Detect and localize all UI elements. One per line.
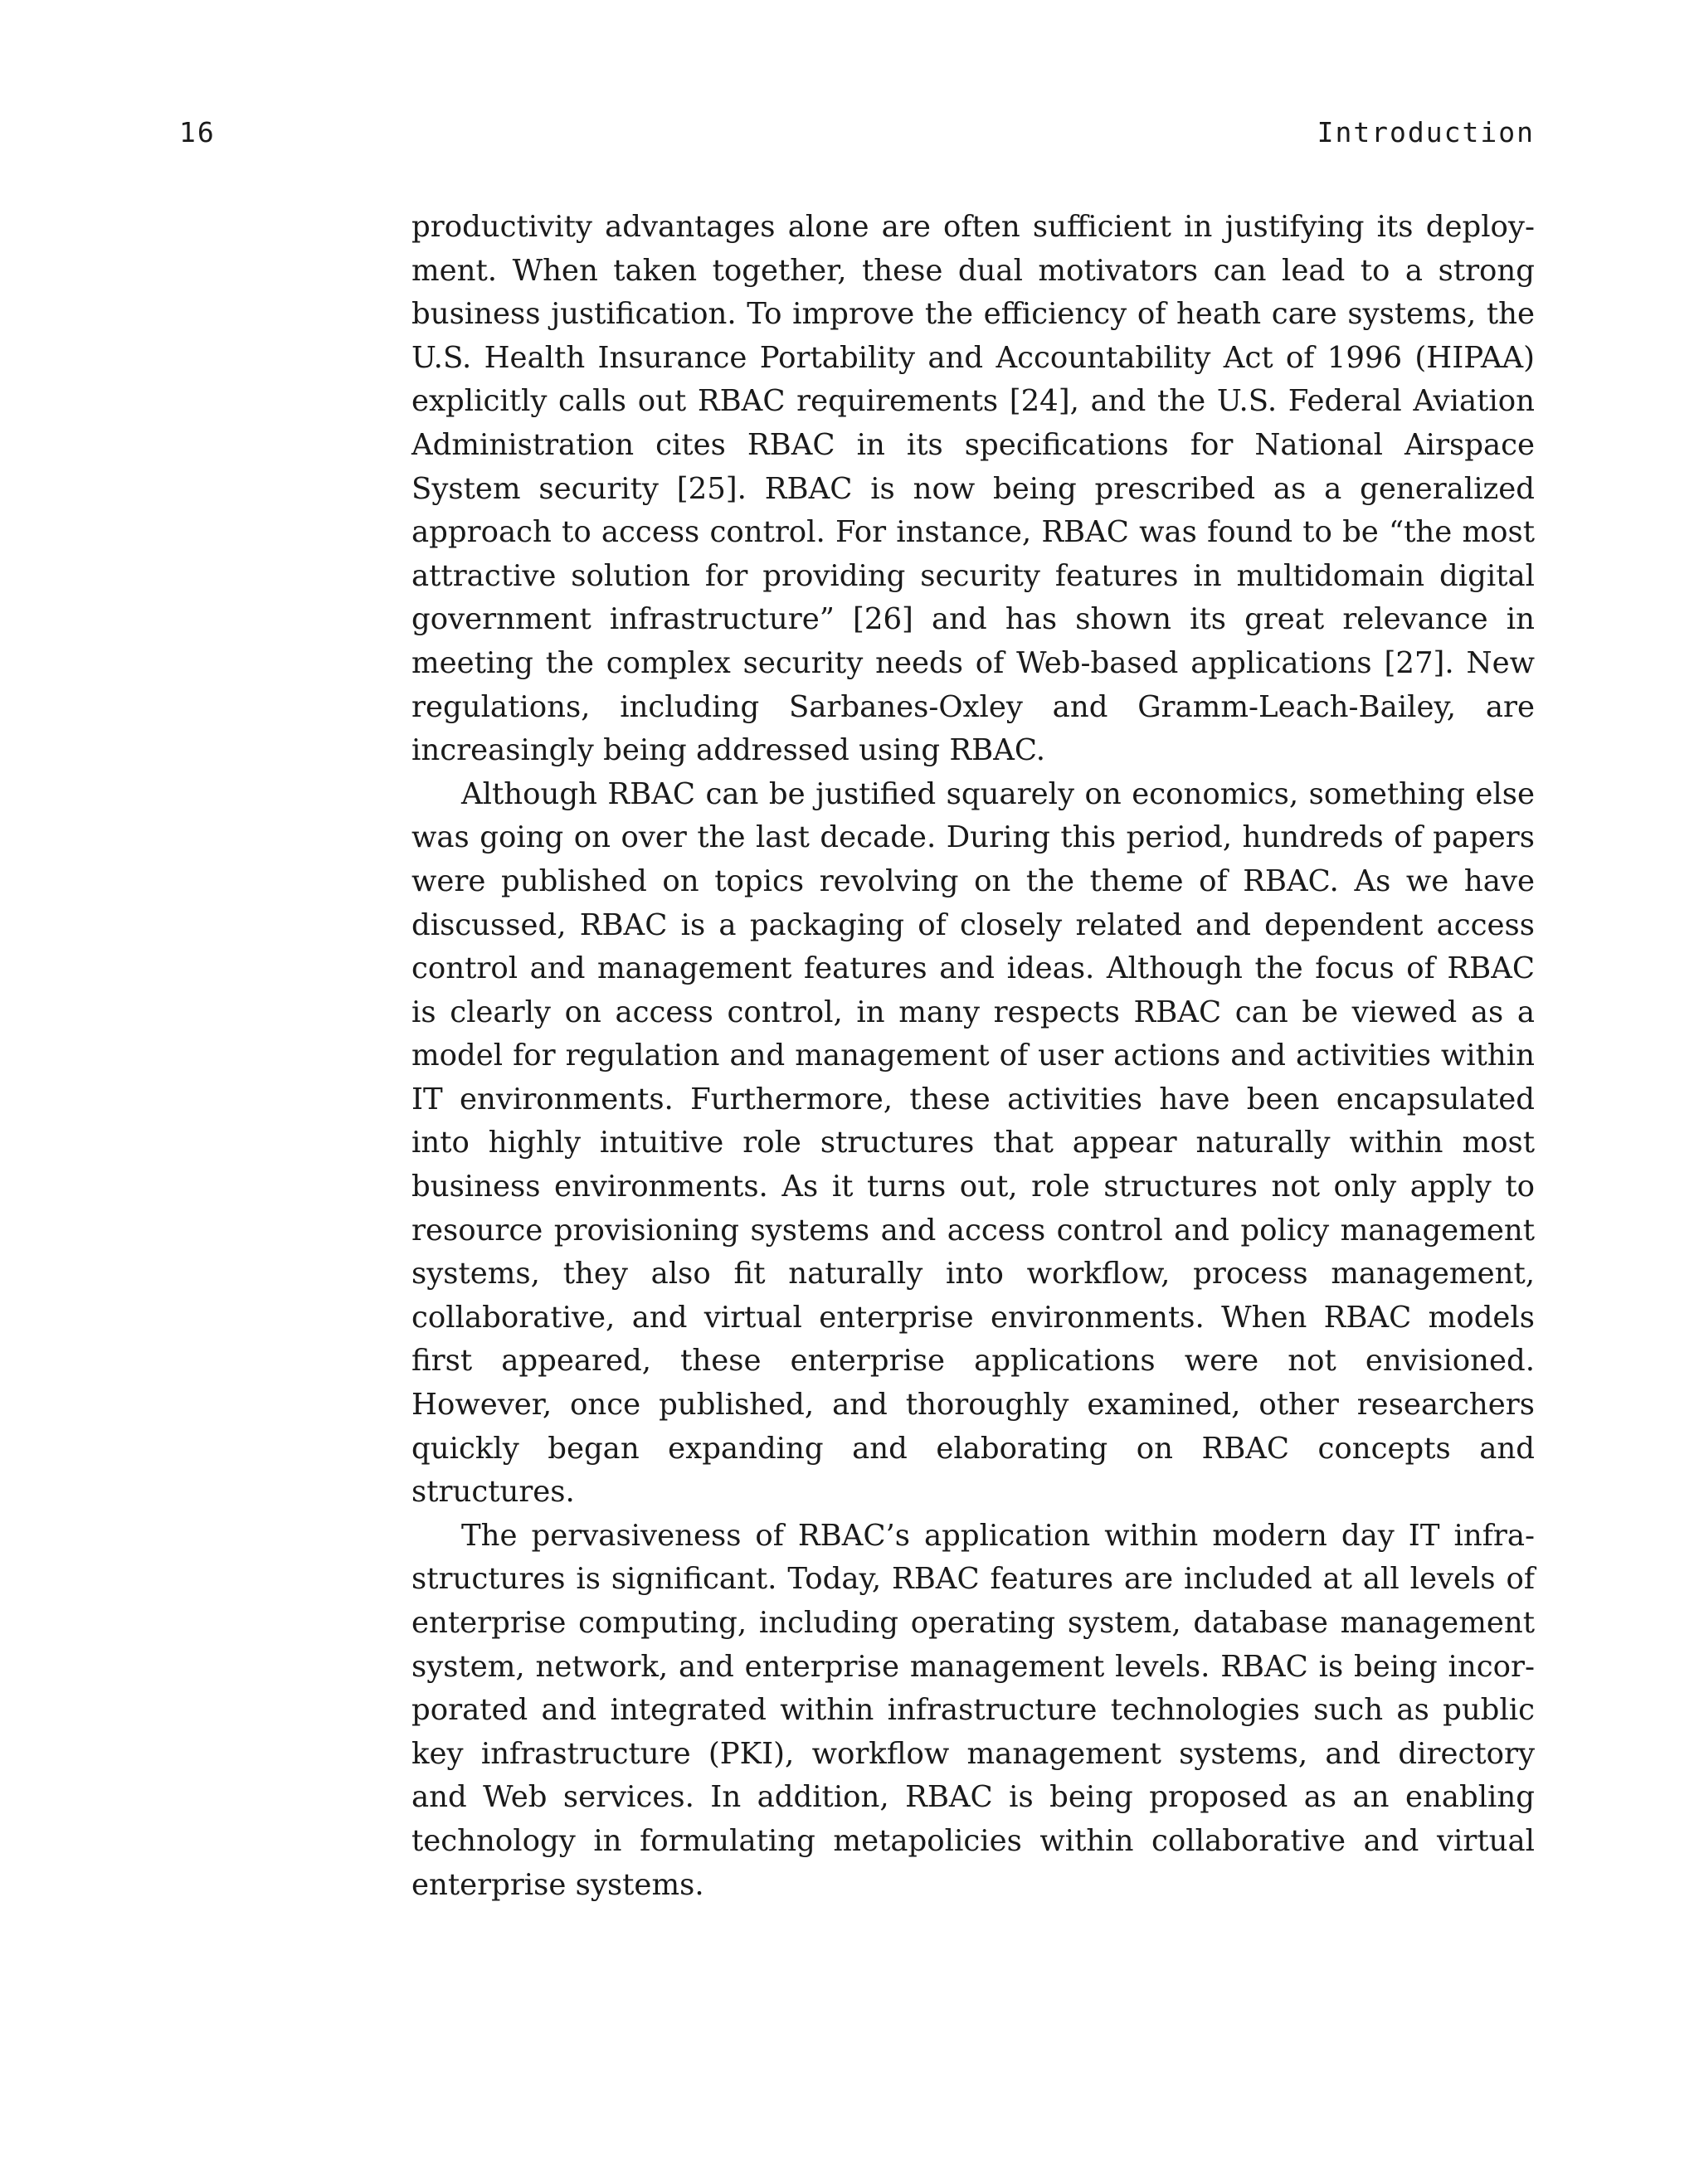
paragraph-3: The pervasiveness of RBAC’s application within modern day IT infrastructures is significant. Today, RBAC features are included at all levels of enterprise computing, including operating system, database management system, network, and enterprise management levels. RBAC is being incorporated and integrated within infrastructure technologies such as public key infrastructure (PKI), workflow management systems, and directory and Web services. In addition, RBAC is being proposed as an enabling technology in formulating metapolicies within collaborative and virtual enterprise systems. [411, 1518, 1535, 1902]
running-head [179, 116, 1535, 156]
paragraph-2: Although RBAC can be justified squarely on economics, something else was going on over the last decade. During this period, hundreds of papers were published on topics revolving on the theme of RBAC. As we have discussed, RBAC is a packaging of closely related and dependent access control and management features and ideas. Although the focus of RBAC is clearly on access control, in many respects RBAC can be viewed as a model for regulation and management of user actions and activities within IT environments. Furthermore, these activities have been encapsulated into highly intuitive role structures that appear naturally within most business environments. As it turns out, role structures not only apply to resource provisioning systems and access control and policy management systems, they also fit naturally into workflow, process management, collaborative, and virtual enterprise environments. When RBAC models first appeared, these enterprise applications were not envisioned. However, once published, and thoroughly examined, other researchers quickly began expanding and elaborating on RBAC concepts and structures. [411, 776, 1535, 1510]
section-title: Introduction [1317, 116, 1535, 148]
paragraph-1: productivity advantages alone are often sufficient in justifying its deployment. When taken together, these dual motivators can lead to a strong business justification. To improve the efficiency of heath care systems, the U.S. Health Insurance Portability and Accountability Act of 1996 (HIPAA) explicitly calls out RBAC requirements [24], and the U.S. Federal Aviation Administration cites RBAC in its specifications for National Airspace System security [25]. RBAC is now being prescribed as a generalized approach to access control. For instance, RBAC was found to be “the most attractive solution for providing security features in multidomain digital government infrastructure” [26] and has shown its great relevance in meeting the complex security needs of Web-based applications [27]. New regulations, including Sarbanes-Oxley and Gramm-Leach-Bailey, are increasingly being addressed using RBAC. [411, 210, 1535, 768]
page-number: 16 [179, 116, 216, 148]
body-text [411, 206, 1535, 1907]
